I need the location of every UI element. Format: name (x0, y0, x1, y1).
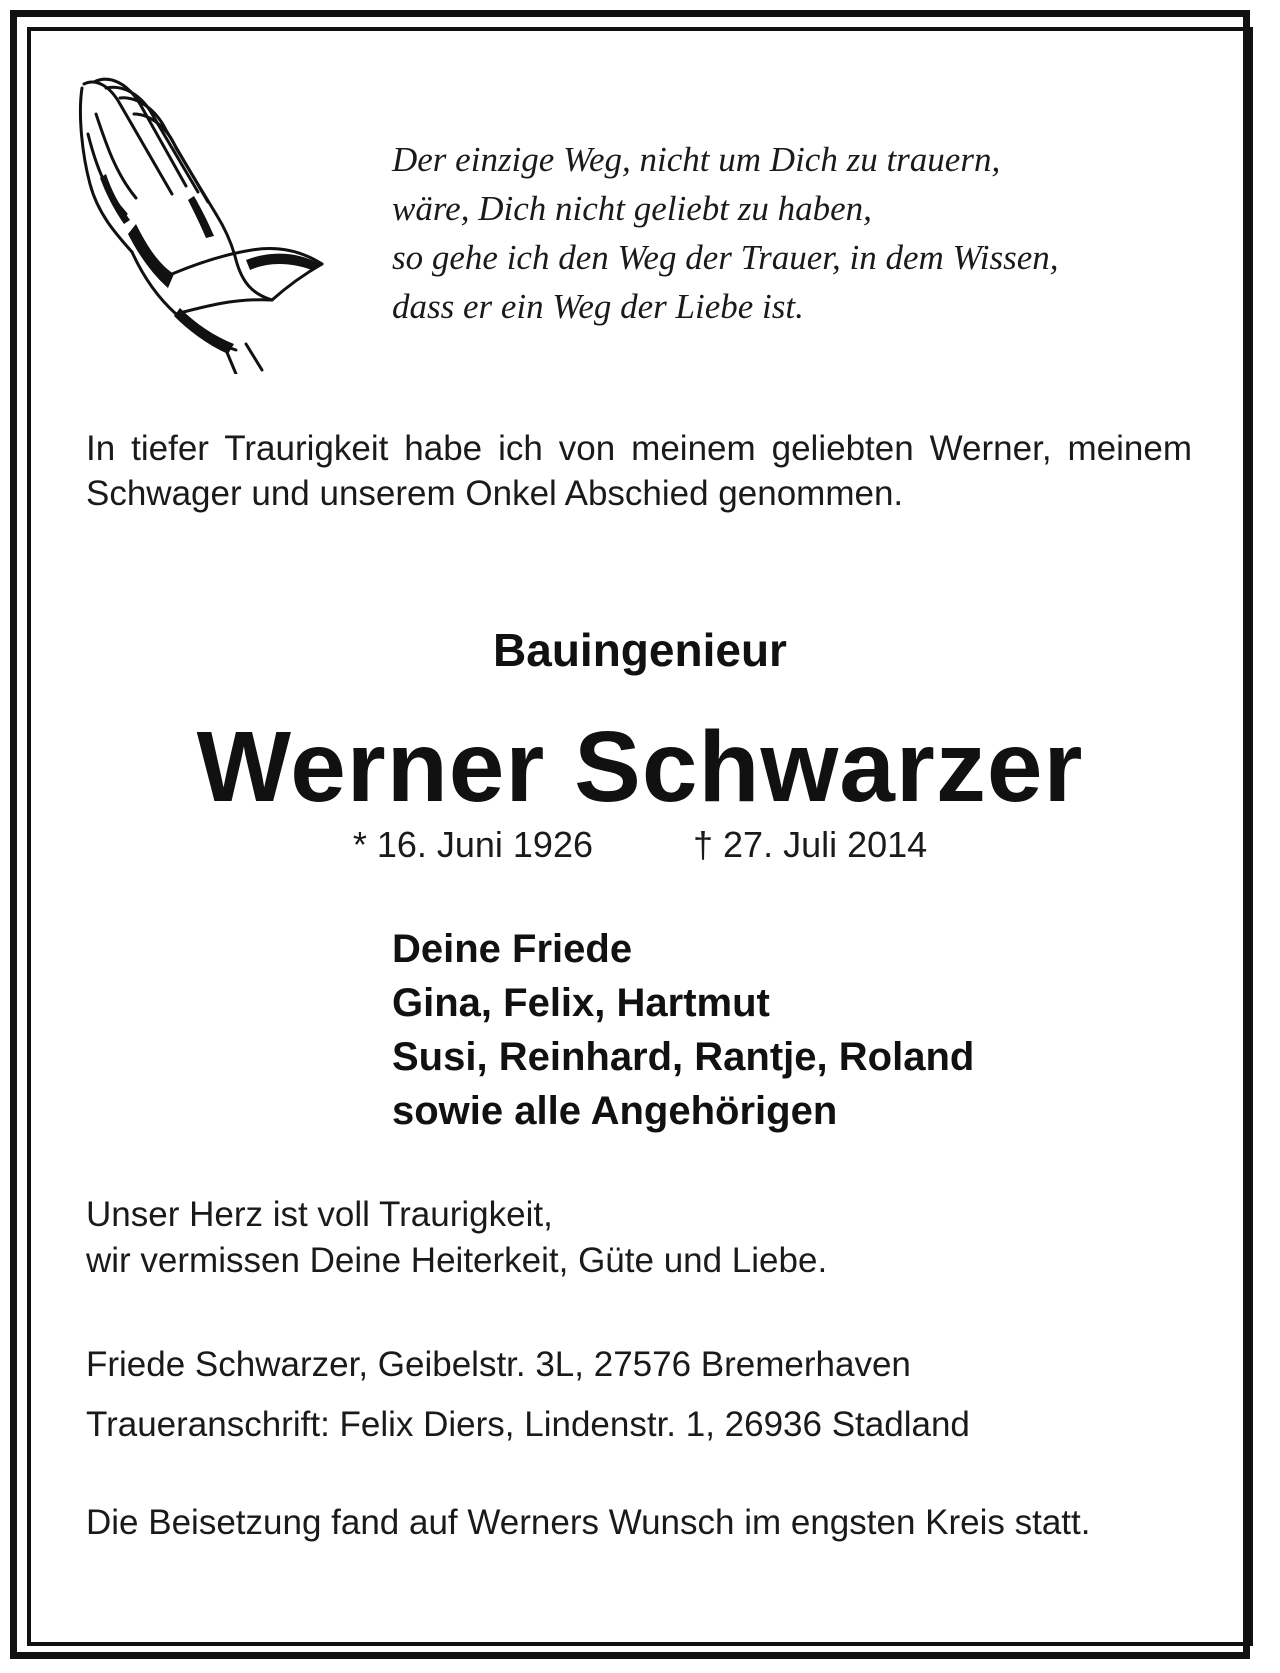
poem-line: Der einzige Weg, nicht um Dich zu trauern, (392, 140, 1001, 179)
poem-line: so gehe ich den Weg der Trauer, in dem Wissen, (392, 238, 1059, 277)
death-date: † 27. Juli 2014 (693, 824, 928, 865)
profession: Bauingenieur (493, 624, 787, 676)
closing-line: wir vermissen Deine Heiterkeit, Güte und Liebe. (86, 1241, 828, 1280)
deceased-name: Werner Schwarzer (196, 711, 1084, 823)
poem-line: dass er ein Weg der Liebe ist. (392, 287, 804, 326)
mourner-line: Gina, Felix, Hartmut (392, 981, 770, 1025)
mourners-list (392, 922, 1212, 1138)
closing-text (86, 1192, 1192, 1284)
address-line: Friede Schwarzer, Geibelstr. 3L, 27576 Bremerhaven (86, 1345, 911, 1384)
poem (392, 135, 1212, 331)
poem-line: wäre, Dich nicht geliebt zu haben, (392, 189, 872, 228)
mourner-line: Deine Friede (392, 927, 633, 971)
mourner-line: Susi, Reinhard, Rantje, Roland (392, 1035, 975, 1079)
mourner-line: sowie alle Angehörigen (392, 1089, 838, 1133)
closing-line: Unser Herz ist voll Traurigkeit, (86, 1195, 553, 1234)
burial-note: Die Beisetzung fand auf Werners Wunsch im engsten Kreis statt. (86, 1503, 1091, 1542)
birth-date: * 16. Juni 1926 (352, 824, 593, 865)
praying-hands-icon (76, 74, 336, 374)
address-line: Traueranschrift: Felix Diers, Lindenstr. 1, 26936 Stadland (86, 1405, 970, 1444)
intro-text: In tiefer Traurigkeit habe ich von meinem geliebten Werner, meinem Schwager und unserem Onkel Abschied genommen. (86, 429, 1192, 513)
addresses (86, 1335, 1192, 1455)
life-dates (0, 822, 1280, 868)
